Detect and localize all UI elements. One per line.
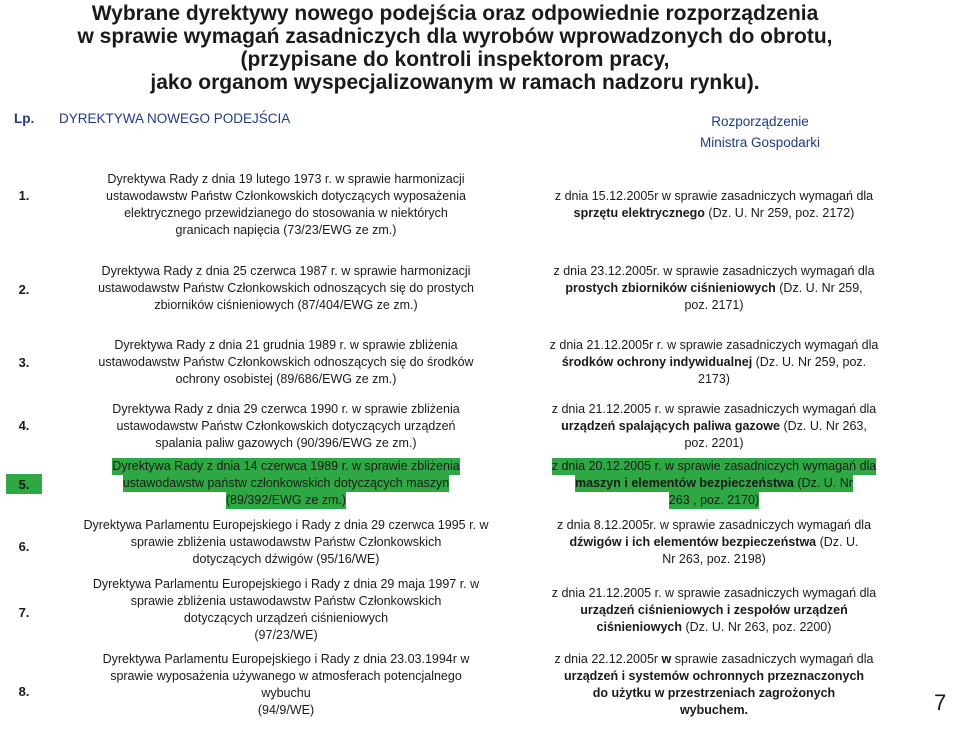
directive-line: sprawie wyposażenia używanego w atmosferach potencjalnego: [110, 669, 462, 683]
row-number: 8.: [18, 683, 30, 699]
regulation-text: [528, 653, 900, 717]
regulation-line: dźwigów i ich elementów bezpieczeństwa (Dz. U.: [569, 534, 859, 549]
regulation-line: wybuchem.: [679, 703, 749, 717]
regulation-line: z dnia 15.12.2005r w sprawie zasadniczych wymagań dla: [554, 189, 874, 203]
row-number: 5.: [6, 474, 42, 494]
row-number: 3.: [18, 354, 30, 370]
table-row: [0, 257, 960, 319]
table-row: [0, 578, 960, 642]
directive-line: Dyrektywa Rady z dnia 25 czerwca 1987 r. w sprawie harmonizacji: [101, 263, 471, 278]
directive-line: dotyczących dźwigów (95/16/WE): [192, 551, 380, 566]
regulation-line: urządzeń spalających paliwa gazowe (Dz. U. Nr 263,: [561, 418, 867, 433]
directive-line: ochrony osobistej (89/686/EWG ze zm.): [175, 371, 397, 386]
page-number: 7: [934, 690, 947, 715]
directive-line: elektrycznego przewidzianego do stosowania w niektórych: [124, 206, 448, 220]
page-title: [40, 2, 870, 94]
regulation-text: [528, 257, 900, 319]
regulation-text: [528, 515, 900, 569]
directive-line: spalania paliw gazowych (90/396/EWG ze zm.): [155, 435, 417, 450]
regulation-text: [528, 165, 900, 245]
directive-line: ustawodawstw Państw Członkowskich dotyczących wyposażenia: [106, 189, 466, 203]
table-row: [0, 399, 960, 453]
regulation-line: z dnia 20.12.2005 r. w sprawie zasadniczych wymagań dla: [551, 458, 877, 473]
header-regulation-line-1: Rozporządzenie: [711, 114, 809, 129]
directive-line: Dyrektywa Rady z dnia 14 czerwca 1989 r. w sprawie zbliżenia: [112, 458, 460, 473]
regulation-text: [528, 399, 900, 453]
directive-line: dotyczących urządzeń ciśnieniowych: [183, 611, 389, 625]
directive-line: ustawodawstw państw członkowskich dotyczących maszyn: [122, 475, 450, 490]
directive-line: Dyrektywa Parlamentu Europejskiego i Rady z dnia 23.03.1994r w: [102, 652, 470, 666]
row-number: 2.: [18, 281, 30, 297]
regulation-text: [528, 333, 900, 391]
row-number: 7.: [18, 604, 30, 620]
regulation-line: z dnia 23.12.2005r. w sprawie zasadniczych wymagań dla: [553, 263, 875, 278]
directive-line: (97/23/WE): [254, 628, 318, 642]
regulation-text: [528, 459, 900, 507]
directive-text: [56, 653, 516, 717]
directive-line: (89/392/EWG ze zm.): [225, 492, 347, 507]
directive-line: Dyrektywa Rady z dnia 19 lutego 1973 r. w sprawie harmonizacji: [107, 172, 465, 186]
regulation-line: poz. 2201): [684, 435, 744, 450]
table-row: [0, 333, 960, 391]
title-line-4: jako organom wyspecjalizowanym w ramach nadzoru rynku).: [150, 71, 760, 94]
directive-text: [56, 459, 516, 507]
directive-line: Dyrektywa Parlamentu Europejskiego i Rady z dnia 29 czerwca 1995 r. w: [83, 517, 489, 532]
regulation-line: ciśnieniowych (Dz. U. Nr 263, poz. 2200): [596, 619, 832, 634]
directive-text: [56, 257, 516, 319]
directive-line: (94/9/WE): [257, 703, 315, 717]
regulation-line: z dnia 8.12.2005r. w sprawie zasadniczych wymagań dla: [556, 517, 872, 532]
regulation-text: [528, 578, 900, 642]
directive-line: Dyrektywa Parlamentu Europejskiego i Rady z dnia 29 maja 1997 r. w: [92, 577, 480, 591]
regulation-line: z dnia 21.12.2005 r. w sprawie zasadniczych wymagań dla: [551, 401, 877, 416]
regulation-line: maszyn i elementów bezpieczeństwa (Dz. U. Nr: [575, 475, 853, 490]
directive-line: granicach napięcia (73/23/EWG ze zm.): [175, 223, 397, 237]
directive-line: wybuchu: [261, 686, 311, 700]
regulation-line: sprzętu elektrycznego (Dz. U. Nr 259, poz. 2172): [573, 206, 855, 220]
regulation-line: środków ochrony indywidualnej (Dz. U. Nr 259, poz.: [561, 354, 867, 369]
regulation-line: poz. 2171): [684, 297, 744, 312]
header-lp: Lp.: [14, 111, 35, 126]
regulation-line: z dnia 21.12.2005 r. w sprawie zasadniczych wymagań dla: [551, 585, 877, 600]
table-row: [0, 515, 960, 569]
regulation-line: urządzeń i systemów ochronnych przeznaczonych: [563, 669, 865, 683]
directive-line: sprawie zbliżenia ustawodawstw Państw Członkowskich: [130, 594, 442, 608]
regulation-line: z dnia 21.12.2005r r. w sprawie zasadniczych wymagań dla: [549, 337, 879, 352]
regulation-line: urządzeń ciśnieniowych i zespołów urządzeń: [580, 602, 848, 617]
directive-line: Dyrektywa Rady z dnia 21 grudnia 1989 r. w sprawie zbliżenia: [114, 337, 458, 352]
row-number: 6.: [18, 538, 30, 554]
directive-text: [56, 515, 516, 569]
row-number: 1.: [18, 187, 30, 203]
table-row: [0, 165, 960, 245]
regulation-line: 263 , poz. 2170): [668, 492, 760, 507]
directive-text: [56, 578, 516, 642]
directive-text: [56, 399, 516, 453]
header-directive: DYREKTYWA NOWEGO PODEJŚCIA: [59, 111, 291, 126]
directive-line: zbiorników ciśnieniowych (87/404/EWG ze zm.): [154, 297, 418, 312]
directive-text: [56, 333, 516, 391]
regulation-line: z dnia 22.12.2005r w sprawie zasadniczych wymagań dla: [554, 652, 874, 666]
directive-line: sprawie zbliżenia ustawodawstw Państw Członkowskich: [130, 534, 442, 549]
directive-line: ustawodawstw Państw Członkowskich odnoszących się do środków: [98, 354, 474, 369]
header-regulation: [610, 111, 910, 153]
title-line-1: Wybrane dyrektywy nowego podejścia oraz odpowiednie rozporządzenia: [91, 2, 819, 25]
title-line-2: w sprawie wymagań zasadniczych dla wyrobów wprowadzonych do obrotu,: [77, 25, 833, 48]
directive-line: Dyrektywa Rady z dnia 29 czerwca 1990 r. w sprawie zbliżenia: [112, 401, 460, 416]
directive-text: [56, 165, 516, 245]
regulation-line: do użytku w przestrzeniach zagrożonych: [592, 686, 836, 700]
header-regulation-line-2: Ministra Gospodarki: [699, 135, 821, 150]
regulation-line: prostych zbiorników ciśnieniowych (Dz. U. Nr 259,: [565, 280, 863, 295]
table-row: [0, 653, 960, 717]
directive-line: ustawodawstw Państw Członkowskich dotyczących urządzeń: [116, 418, 456, 433]
regulation-line: Nr 263, poz. 2198): [662, 551, 766, 566]
regulation-line: 2173): [698, 371, 730, 386]
table-row: [0, 459, 960, 507]
title-line-3: (przypisane do kontroli inspektorom pracy,: [240, 48, 670, 71]
directive-line: ustawodawstw Państw Członkowskich odnoszących się do prostych: [98, 280, 474, 295]
row-number: 4.: [18, 417, 30, 433]
